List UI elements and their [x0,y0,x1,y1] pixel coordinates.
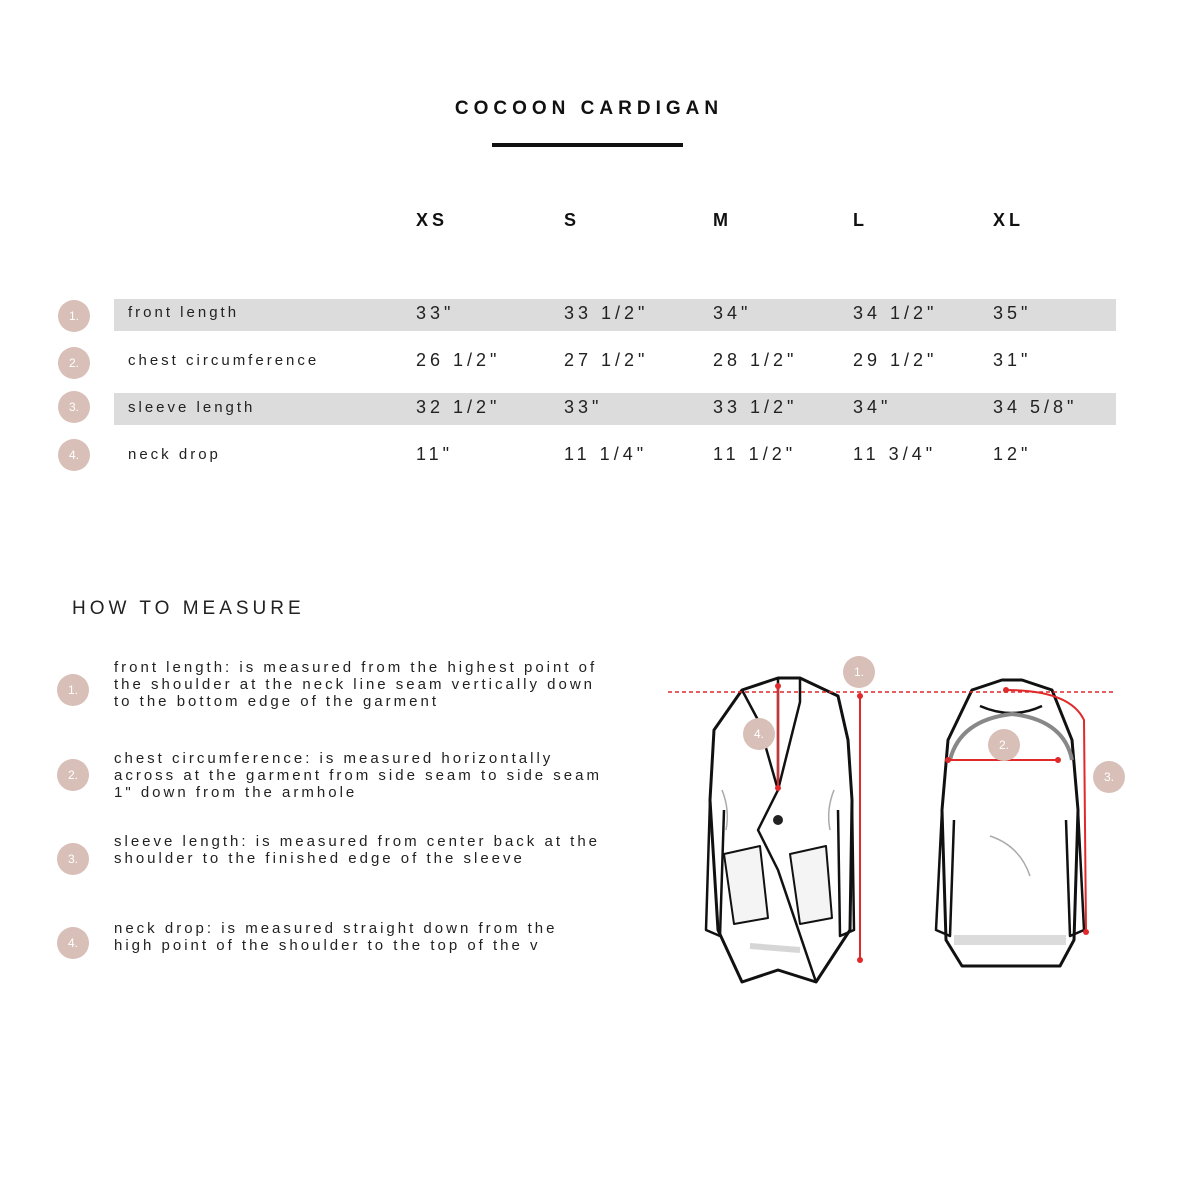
cell-xs: 32 1/2" [416,397,501,417]
page-title: COCOON CARDIGAN [454,98,724,119]
cell-m: 28 1/2" [713,350,798,370]
row-number-badge: 1. [58,300,90,332]
row-number-badge: 3. [58,391,90,423]
cardigan-front-icon [706,678,854,982]
cell-l: 11 3/4" [853,444,937,464]
cell-xl: 34 5/8" [993,397,1078,417]
cell-s: 11 1/4" [564,444,648,464]
cell-m: 11 1/2" [713,444,797,464]
how-to-measure-heading: HOW TO MEASURE [72,598,305,619]
row-number-badge: 2. [58,347,90,379]
instruction-text: neck drop: is measured straight down from the high point of the shoulder to the top of the v [114,920,558,954]
row-label: neck drop [128,446,221,463]
diagram-marker-2: 2. [988,729,1020,761]
cell-xs: 33" [416,303,455,323]
diagram-marker-1: 1. [843,656,875,688]
row-label: front length [128,304,240,321]
cell-l: 29 1/2" [853,350,938,370]
instruction-number-badge: 1. [57,674,89,706]
cell-s: 33 1/2" [564,303,649,323]
size-l: L [853,210,868,230]
cell-xs: 26 1/2" [416,350,501,370]
measurement-diagram [650,640,1140,1000]
cell-xl: 35" [993,303,1032,323]
size-xs: XS [416,210,449,230]
row-number-badge: 4. [58,439,90,471]
cell-s: 27 1/2" [564,350,649,370]
diagram-marker-3: 3. [1093,761,1125,793]
cell-xs: 11" [416,444,454,464]
row-label: chest circumference [128,352,320,369]
title-underline [492,143,683,147]
cell-l: 34" [853,397,892,417]
instruction-number-badge: 2. [57,759,89,791]
row-band-sleeve-length [114,393,1116,425]
cell-l: 34 1/2" [853,303,938,323]
cell-s: 33" [564,397,603,417]
cardigan-back-icon [936,680,1084,966]
diagram-marker-4: 4. [743,718,775,750]
instruction-text: front length: is measured from the highest point of the shoulder at the neck line seam vertically down to the bottom edge of the garment [114,659,598,710]
instruction-text: chest circumference: is measured horizontally across at the garment from side seam to side seam 1" down from the armhole [114,750,602,801]
instruction-text: sleeve length: is measured from center back at the shoulder to the finished edge of the sleeve [114,833,601,867]
cell-xl: 31" [993,350,1032,370]
size-s: S [564,210,581,230]
cell-xl: 12" [993,444,1032,464]
instruction-number-badge: 4. [57,927,89,959]
size-m: M [713,210,732,230]
size-xl: XL [993,210,1025,230]
instruction-number-badge: 3. [57,843,89,875]
cell-m: 34" [713,303,752,323]
cell-m: 33 1/2" [713,397,798,417]
row-label: sleeve length [128,399,256,416]
